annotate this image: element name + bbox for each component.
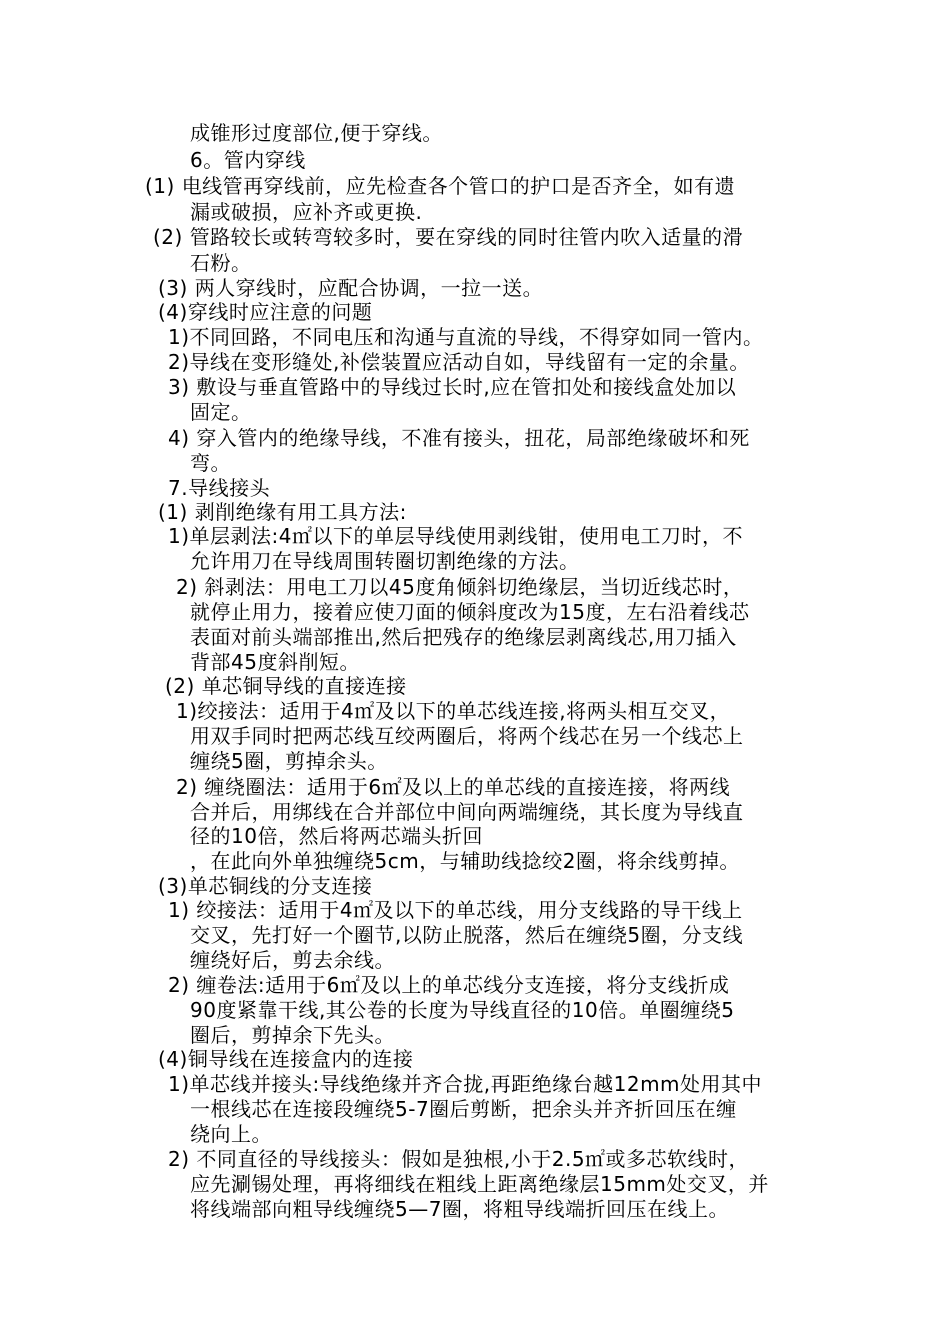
text-line: 弯。 (190, 451, 231, 475)
text-line: 2)导线在变形缝处,补偿装置应活动自如，导线留有一定的余量。 (168, 350, 750, 374)
text-line: 径的10倍，然后将两芯端头折回 (190, 824, 483, 848)
text-line: 石粉。 (190, 251, 252, 275)
text-line: 背部45度斜削短。 (190, 650, 360, 674)
text-line: 缠绕好后，剪去余线。 (190, 948, 395, 972)
text-line: ，在此向外单独缠绕5cm，与辅助线捻绞2圈，将余线剪掉。 (190, 849, 740, 873)
text-line: 将线端部向粗导线缠绕5—7圈，将粗导线端折回压在线上。 (190, 1197, 729, 1221)
text-line: 1)单芯线并接头:导线绝缘并齐合拢,再距绝缘台越12mm处用其中 (168, 1072, 763, 1096)
text-line: 圈后，剪掉余下先头。 (190, 1023, 395, 1047)
text-line: 2) 缠绕圈法：适用于6㎡及以上的单芯线的直接连接，将两线 (176, 775, 731, 799)
subsection-heading: (3)单芯铜线的分支连接 (158, 874, 373, 898)
text-line: 1)不同回路，不同电压和沟通与直流的导线，不得穿如同一管内。 (168, 325, 764, 349)
text-line: 90度紧靠干线,其公卷的长度为导线直径的10倍。单圈缠绕5 (190, 998, 735, 1022)
text-line: 漏或破损，应补齐或更换. (190, 200, 423, 224)
text-line: 成锥形过度部位,便于穿线。 (190, 121, 443, 145)
text-line: 2) 斜剥法：用电工刀以45度角倾斜切绝缘层，当切近线芯时， (176, 575, 744, 599)
text-line: (2) 管路较长或转弯较多时，要在穿线的同时往管内吹入适量的滑 (153, 225, 744, 249)
subsection-heading: (4)穿线时应注意的问题 (158, 300, 373, 324)
text-line: 1) 绞接法：适用于4㎡及以下的单芯线，用分支线路的导干线上 (168, 898, 743, 922)
text-line: 缠绕5圈，剪掉余头。 (190, 749, 388, 773)
text-line: 一根线芯在连接段缠绕5-7圈后剪断，把余头并齐折回压在缠 (190, 1097, 737, 1121)
text-line: (3) 两人穿线时，应配合协调，一拉一送。 (158, 276, 544, 300)
text-line: 2) 缠卷法:适用于6㎡及以上的单芯线分支连接，将分支线折成 (168, 973, 730, 997)
text-line: 表面对前头端部推出,然后把残存的绝缘层剥离线芯,用刀插入 (190, 625, 737, 649)
text-line: 2) 不同直径的导线接头：假如是独根,小于2.5㎡或多芯软线时， (168, 1147, 750, 1171)
text-line: 用双手同时把两芯线互绞两圈后，将两个线芯在另一个线芯上 (190, 724, 744, 748)
subsection-heading: (4)铜导线在连接盒内的连接 (158, 1047, 414, 1071)
text-line: 应先涮锡处理，再将细线在粗线上距离绝缘层15mm处交叉，并 (190, 1172, 769, 1196)
text-line: 允许用刀在导线周围转圈切割绝缘的方法。 (190, 549, 580, 573)
text-line: 交叉，先打好一个圈节,以防止脱落，然后在缠绕5圈，分支线 (190, 923, 744, 947)
subsection-heading: (2) 单芯铜导线的直接连接 (165, 674, 407, 698)
text-line: 固定。 (190, 400, 252, 424)
text-line: 合并后，用绑线在合并部位中间向两端缠绕，其长度为导线直 (190, 800, 744, 824)
section-heading: 6。管内穿线 (190, 148, 306, 172)
text-line: 3) 敷设与垂直管路中的导线过长时,应在管扣处和接线盒处加以 (168, 375, 737, 399)
text-line: 就停止用力，接着应使刀面的倾斜度改为15度，左右沿着线芯 (190, 600, 750, 624)
text-line: 1)单层剥法:4㎡以下的单层导线使用剥线钳，使用电工刀时，不 (168, 524, 743, 548)
section-heading: 7.导线接头 (168, 476, 271, 500)
text-line: 1)绞接法：适用于4㎡及以下的单芯线连接,将两头相互交叉， (176, 699, 731, 723)
text-line: 绕向上。 (190, 1122, 272, 1146)
subsection-heading: (1) 剥削绝缘有用工具方法: (158, 500, 407, 524)
text-line: (1) 电线管再穿线前，应先检查各个管口的护口是否齐全，如有遗 (145, 174, 736, 198)
text-line: 4) 穿入管内的绝缘导线，不准有接头，扭花，局部绝缘破坏和死 (168, 426, 750, 450)
